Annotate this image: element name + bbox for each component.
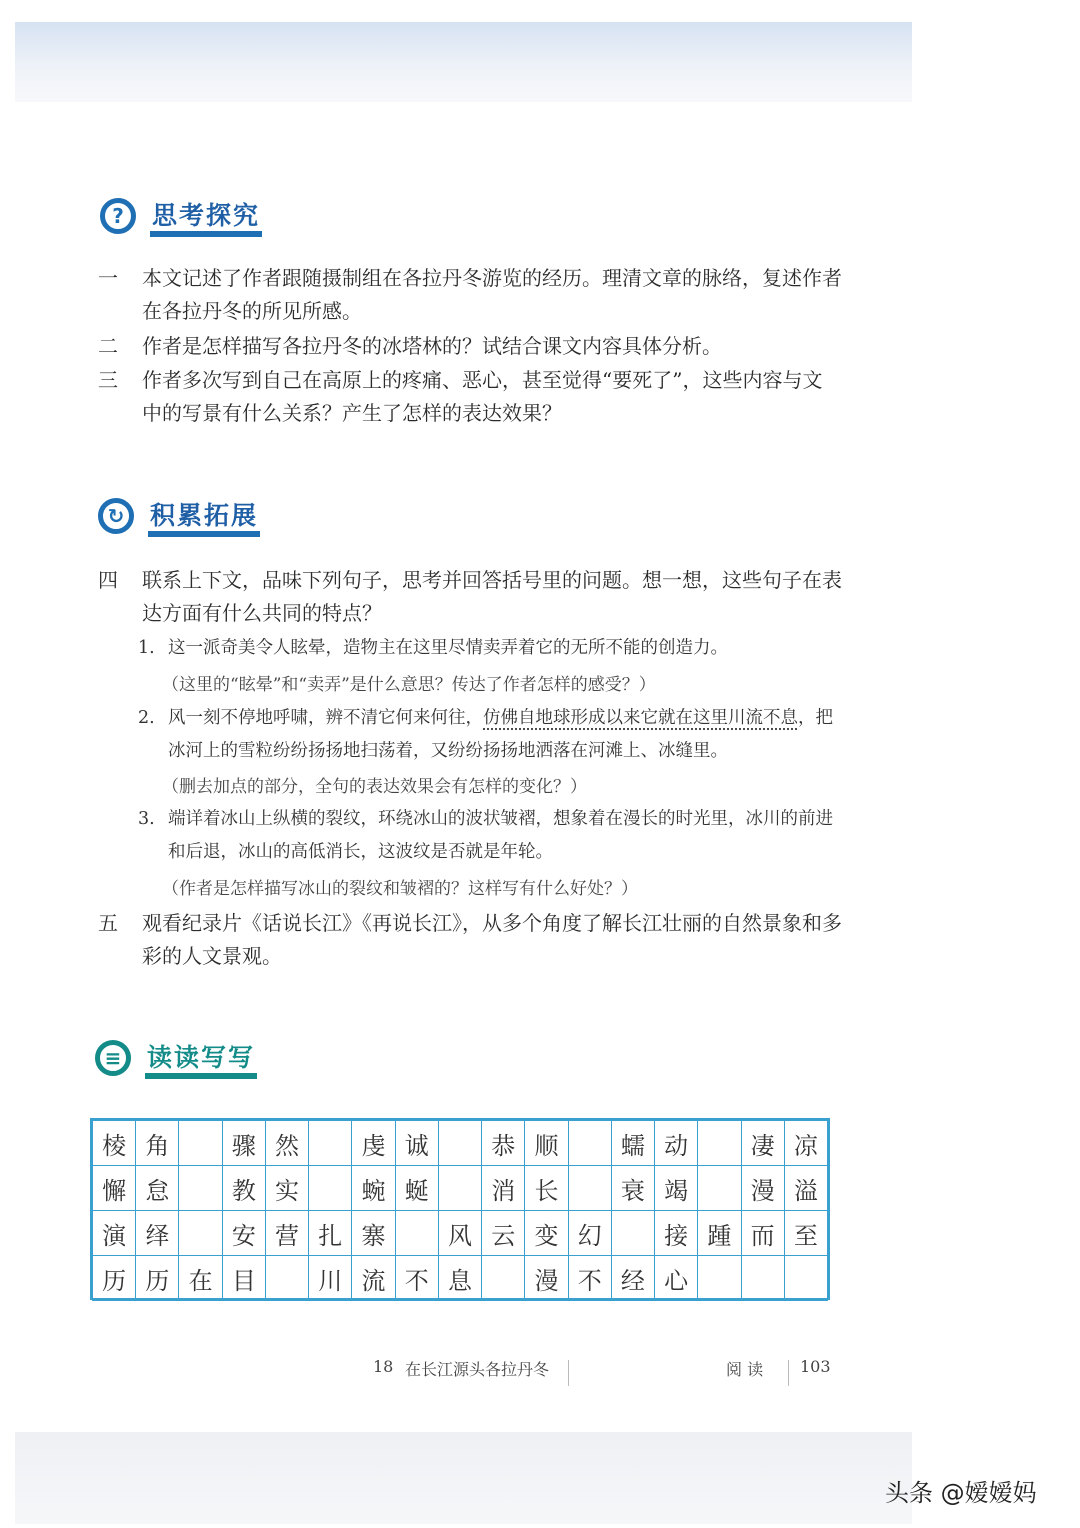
vocab-cell: 漫 <box>525 1256 568 1301</box>
vocab-cell: 历 <box>93 1256 136 1301</box>
question-text: 观看纪录片《话说长江》《再说长江》，从多个角度了解长江壮丽的自然景象和多彩的人文景观。 <box>142 911 842 968</box>
question-number: 三 <box>98 368 118 392</box>
vocab-cell <box>179 1211 222 1256</box>
vocab-cell: 凉 <box>784 1121 827 1166</box>
vocab-cell: 溢 <box>784 1166 827 1211</box>
vocab-cell: 历 <box>136 1256 179 1301</box>
vocab-cell <box>482 1256 525 1301</box>
vocab-cell: 动 <box>655 1121 698 1166</box>
watermark: 头条 @嫒嫒妈 <box>885 1479 1037 1507</box>
sentence-item-2 <box>138 702 848 768</box>
vocab-cell: 在 <box>179 1256 222 1301</box>
sentence-text-part: 风一刻不停地呼啸，辨不清它何来何往， <box>168 708 483 728</box>
vocab-row <box>93 1121 828 1166</box>
sentence-hint-3: （作者是怎样描写冰山的裂纹和皱褶的？这样写有什么好处？） <box>162 879 638 899</box>
page-top-shadow <box>15 22 912 102</box>
question-text: 作者是怎样描写各拉丹冬的冰塔林的？试结合课文内容具体分析。 <box>142 334 722 358</box>
vocab-cell: 骤 <box>222 1121 265 1166</box>
sentence-item-1 <box>138 632 848 665</box>
vocab-cell: 懈 <box>93 1166 136 1211</box>
sentence-text <box>168 702 848 768</box>
question-4 <box>98 564 858 630</box>
vocab-cell: 然 <box>265 1121 308 1166</box>
footer-page-number: 103 <box>800 1357 831 1376</box>
list-icon: ≡ <box>95 1040 131 1076</box>
vocab-grid <box>90 1118 830 1300</box>
vocab-cell: 不 <box>568 1256 611 1301</box>
question-5 <box>98 907 858 973</box>
sentence-text-part: ，把冰河上的雪粒纷纷扬扬地扫荡着，又纷纷扬扬地洒落在河滩上、冰缝里。 <box>168 708 833 761</box>
vocab-cell: 诚 <box>395 1121 438 1166</box>
vocab-cell: 实 <box>265 1166 308 1211</box>
refresh-arrow-icon: ↻ <box>98 498 134 534</box>
vocab-cell: 经 <box>611 1256 654 1301</box>
vocab-cell: 寨 <box>352 1211 395 1256</box>
vocab-cell <box>265 1256 308 1301</box>
footer-divider-left <box>568 1360 569 1386</box>
sentence-text: 端详着冰山上纵横的裂纹，环绕冰山的波状皱褶，想象着在漫长的时光里，冰川的前进和后退，冰山的高低消长，这波纹是否就是年轮。 <box>168 809 833 862</box>
vocab-cell: 扎 <box>309 1211 352 1256</box>
question-number: 一 <box>98 266 118 290</box>
vocab-cell: 不 <box>395 1256 438 1301</box>
vocab-cell <box>568 1121 611 1166</box>
vocab-cell: 变 <box>525 1211 568 1256</box>
sentence-text: 这一派奇美令人眩晕，造物主在这里尽情卖弄着它的无所不能的创造力。 <box>168 638 728 658</box>
vocab-cell: 至 <box>784 1211 827 1256</box>
footer-unit: 阅 读 <box>726 1360 764 1379</box>
vocab-table <box>92 1120 828 1301</box>
vocab-cell: 怠 <box>136 1166 179 1211</box>
vocab-cell <box>309 1121 352 1166</box>
vocab-cell: 安 <box>222 1211 265 1256</box>
question-text: 作者多次写到自己在高原上的疼痛、恶心，甚至觉得“要死了”，这些内容与文中的写景有什么关系？产生了怎样的表达效果？ <box>142 368 823 425</box>
vocab-cell: 流 <box>352 1256 395 1301</box>
vocab-cell: 息 <box>438 1256 481 1301</box>
vocab-cell: 角 <box>136 1121 179 1166</box>
vocab-cell: 长 <box>525 1166 568 1211</box>
vocab-cell: 蜿 <box>352 1166 395 1211</box>
question-text: 本文记述了作者跟随摄制组在各拉丹冬游览的经历。理清文章的脉络，复述作者在各拉丹冬的所见所感。 <box>142 266 842 323</box>
vocab-cell: 接 <box>655 1211 698 1256</box>
vocab-row <box>93 1211 828 1256</box>
vocab-cell: 消 <box>482 1166 525 1211</box>
vocab-cell <box>784 1256 827 1301</box>
vocab-cell: 虔 <box>352 1121 395 1166</box>
vocab-cell: 漫 <box>741 1166 784 1211</box>
vocab-cell: 演 <box>93 1211 136 1256</box>
footer-divider-right <box>788 1360 789 1386</box>
section-readwrite-title: 读读写写 <box>147 1043 256 1072</box>
vocab-cell: 棱 <box>93 1121 136 1166</box>
vocab-cell <box>309 1166 352 1211</box>
vocab-cell: 衰 <box>611 1166 654 1211</box>
vocab-cell <box>568 1166 611 1211</box>
vocab-cell: 云 <box>482 1211 525 1256</box>
sentence-hint-1: （这里的“眩晕”和“卖弄”是什么意思？传达了作者怎样的感受？） <box>162 675 656 695</box>
vocab-cell: 心 <box>655 1256 698 1301</box>
footer-lesson-title: 在长江源头各拉丹冬 <box>405 1360 550 1379</box>
question-mark-icon: ? <box>100 198 136 234</box>
vocab-cell <box>179 1121 222 1166</box>
vocab-cell: 踵 <box>698 1211 741 1256</box>
sentence-hint-2: （删去加点的部分，全句的表达效果会有怎样的变化？） <box>162 777 587 797</box>
question-text: 联系上下文，品味下列句子，思考并回答括号里的问题。想一想，这些句子在表达方面有什么共同的特点？ <box>142 568 842 625</box>
question-2 <box>98 330 858 363</box>
vocab-cell: 蠕 <box>611 1121 654 1166</box>
vocab-cell: 营 <box>265 1211 308 1256</box>
section-readwrite-underline <box>145 1073 257 1079</box>
vocab-cell: 恭 <box>482 1121 525 1166</box>
page-bottom-shadow <box>15 1432 912 1524</box>
footer-lesson-number: 18 <box>373 1357 394 1376</box>
question-3 <box>98 364 858 430</box>
sentence-item-3 <box>138 803 848 869</box>
vocab-cell <box>741 1256 784 1301</box>
question-number: 四 <box>98 568 118 592</box>
vocab-cell <box>395 1211 438 1256</box>
dotted-emphasis: 仿佛自地球形成以来它就在这里川流不息 <box>483 708 798 728</box>
vocab-cell <box>611 1211 654 1256</box>
vocab-cell: 幻 <box>568 1211 611 1256</box>
vocab-cell <box>438 1121 481 1166</box>
section-accumulate-underline <box>148 531 260 537</box>
vocab-row <box>93 1256 828 1301</box>
vocab-cell <box>438 1166 481 1211</box>
sentence-number: 2. <box>138 708 155 728</box>
vocab-cell: 目 <box>222 1256 265 1301</box>
vocab-cell: 绎 <box>136 1211 179 1256</box>
sentence-number: 3. <box>138 809 155 829</box>
vocab-row <box>93 1166 828 1211</box>
vocab-cell: 教 <box>222 1166 265 1211</box>
vocab-cell: 川 <box>309 1256 352 1301</box>
vocab-cell: 而 <box>741 1211 784 1256</box>
vocab-cell: 凄 <box>741 1121 784 1166</box>
vocab-cell: 竭 <box>655 1166 698 1211</box>
sentence-number: 1. <box>138 638 155 658</box>
section-think-title: 思考探究 <box>152 201 261 230</box>
vocab-cell <box>698 1121 741 1166</box>
vocab-cell <box>179 1166 222 1211</box>
vocab-cell <box>698 1256 741 1301</box>
vocab-cell: 蜒 <box>395 1166 438 1211</box>
question-number: 五 <box>98 911 118 935</box>
vocab-cell <box>698 1166 741 1211</box>
question-number: 二 <box>98 334 118 358</box>
section-think-underline <box>150 231 262 237</box>
vocab-cell: 风 <box>438 1211 481 1256</box>
question-1 <box>98 262 858 328</box>
vocab-cell: 顺 <box>525 1121 568 1166</box>
section-accumulate-title: 积累拓展 <box>150 501 259 530</box>
